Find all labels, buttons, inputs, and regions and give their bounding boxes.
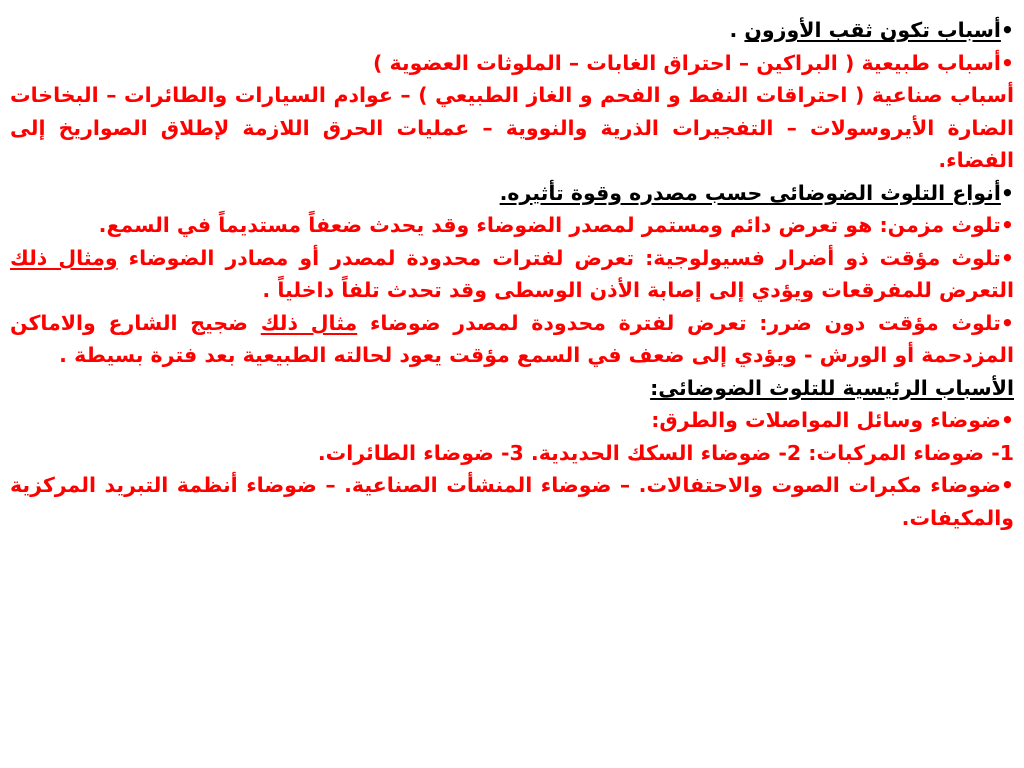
heading-text: أنواع التلوث الضوضائى حسب مصدره وقوة تأثيره.	[499, 180, 1001, 205]
heading-text: أسباب تكون ثقب الأوزون	[744, 18, 1001, 42]
natural-causes-item	[10, 47, 1014, 80]
item-text: تلوث مؤقت دون ضرر: تعرض لفترة محدودة لمصدر ضوضاء	[357, 310, 1001, 335]
bullet: •	[1000, 473, 1014, 497]
industrial-causes-item	[10, 79, 1014, 177]
bullet: •	[1000, 180, 1014, 205]
transport-noise-list	[10, 437, 1014, 470]
item-rest: التعرض للمفرقعات ويؤدي إلى إصابة الأذن الوسطى وقد تحدث تلفاً داخلياً .	[262, 278, 1014, 302]
heading-text: الأسباب الرئيسية للتلوث الضوضائى:	[650, 375, 1014, 400]
heading-end: .	[729, 18, 745, 42]
bullet: •	[1000, 310, 1014, 335]
item-text: ضوضاء وسائل المواصلات والطرق:	[651, 408, 1001, 432]
item-text: أسباب طبيعية ( البراكين – احتراق الغابات – الملوثات العضوية )	[372, 50, 1001, 75]
item-rest: ضجيج الشارع والاماكن المزدحمة أو الورش - ويؤدي إلى ضعف في السمع مؤقت يعود لحالته الطبيعية بعد فترة بسيطة .	[10, 310, 1014, 367]
bullet: •	[1000, 18, 1014, 42]
bullet: •	[1000, 245, 1014, 270]
chronic-pollution-item	[10, 209, 1014, 242]
temporary-harmless-item	[10, 307, 1014, 372]
item-text: ضوضاء مكبرات الصوت والاحتفالات. – ضوضاء المنشأت الصناعية. – ضوضاء أنظمة التبريد المركزية والمكيفات.	[10, 473, 1014, 530]
bullet: •	[1000, 50, 1014, 75]
example-label: ومثال ذلك	[10, 245, 118, 270]
temporary-harmful-item	[10, 242, 1014, 307]
item-text: أسباب صناعية ( احتراقات النفط و الفحم و الغاز الطبيعي ) – عوادم السيارات والطائرات – البخاخات الضارة الأيروسولات – التفجيرات الذرية والنووية – عمليات الحرق اللازمة لإطلاق الصواريخ إلى الفضاء.	[10, 83, 1014, 172]
main-causes-heading	[10, 372, 1014, 405]
item-text: تلوث مؤقت ذو أضرار فسيولوجية: تعرض لفترات محدودة لمصدر أو مصادر الضوضاء	[128, 245, 1001, 270]
other-noise-sources-item	[10, 469, 1014, 534]
ozone-causes-heading	[10, 14, 1014, 47]
bullet: •	[1000, 213, 1014, 237]
bullet: •	[1000, 408, 1014, 432]
item-text: تلوث مزمن: هو تعرض دائم ومستمر لمصدر الضوضاء وقد يحدث ضعفاً مستديماً في السمع.	[98, 213, 1001, 237]
noise-types-heading	[10, 177, 1014, 210]
example-label: مثال ذلك	[260, 310, 358, 335]
transport-noise-item	[10, 404, 1014, 437]
item-text: 1- ضوضاء المركبات: 2- ضوضاء السكك الحديدية. 3- ضوضاء الطائرات.	[317, 440, 1014, 465]
